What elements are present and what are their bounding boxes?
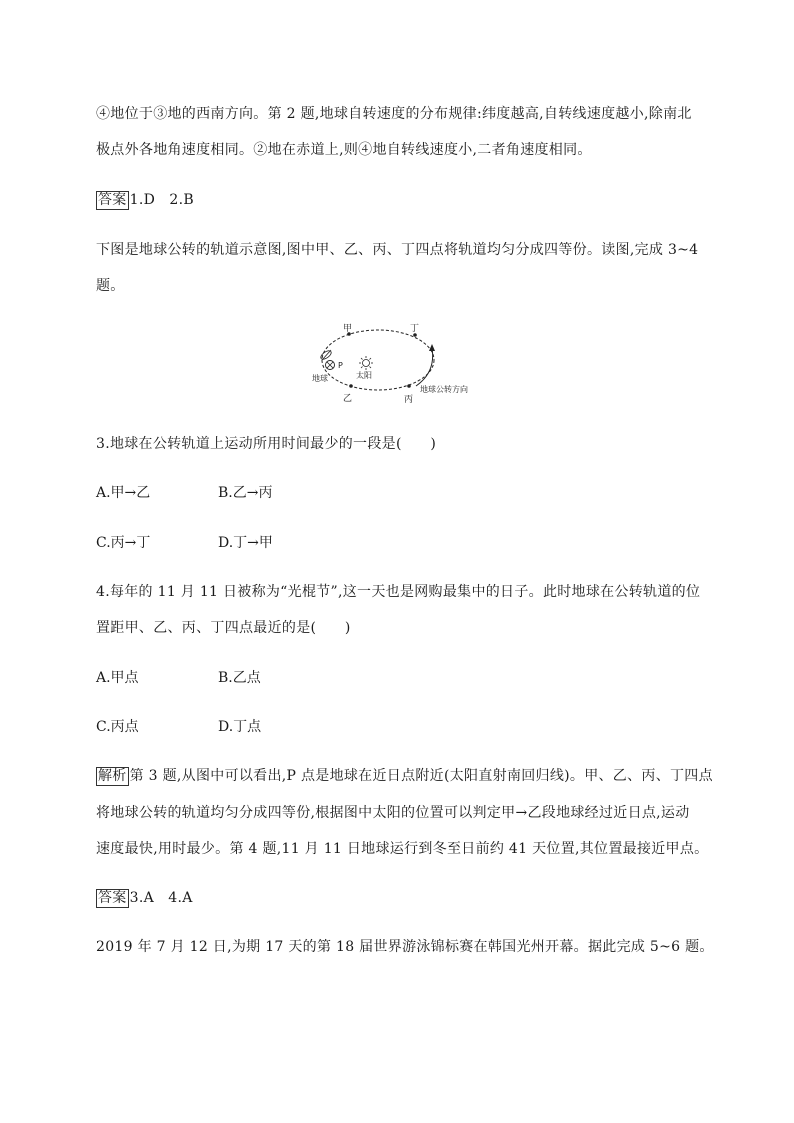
earth-icon xyxy=(319,349,334,369)
label-sun: 太阳 xyxy=(356,371,372,380)
sun-icon xyxy=(359,356,373,370)
analysis-tag: 解析 xyxy=(98,768,127,784)
answer-tag: 答案 xyxy=(98,192,127,208)
q4-option-d: D.丁点 xyxy=(218,719,262,735)
analysis-text-1: 第 3 题,从图中可以看出,P 点是地球在近日点附近(太阳直射南回归线)。甲、乙、丙、丁四点 xyxy=(129,768,713,784)
analysis-line3: 速度最快,用时最少。第 4 题,11 月 11 日地球运行到冬至日前约 41 天位置,其位置最接近甲点。 xyxy=(96,841,709,857)
answer-tag: 答案 xyxy=(98,890,127,906)
point-yi xyxy=(349,384,353,388)
para1-line2: 极点外各地角速度相同。②地在赤道上,则④地自转线速度小,二者角速度相同。 xyxy=(96,142,592,158)
answer-3-4 xyxy=(96,888,193,908)
label-jia: 甲 xyxy=(343,324,353,334)
analysis-line1 xyxy=(96,766,713,786)
intro-line1: 下图是地球公转的轨道示意图,图中甲、乙、丙、丁四点将轨道均匀分成四等份。读图,完成 3~4 xyxy=(96,242,699,258)
answer-text: 3.A 4.A xyxy=(129,890,193,906)
q4-line2: 置距甲、乙、丙、丁四点最近的是( ) xyxy=(96,620,351,636)
label-earth: 地球 xyxy=(312,374,328,383)
q4-option-a: A.甲点 xyxy=(96,670,139,686)
label-p: P xyxy=(338,361,343,370)
arrow-head xyxy=(429,344,435,351)
q3-option-b: B.乙→丙 xyxy=(218,485,273,501)
q3-option-d: D.丁→甲 xyxy=(218,535,273,551)
label-yi: 乙 xyxy=(343,394,353,404)
para1-line1: ④地位于③地的西南方向。第 2 题,地球自转速度的分布规律:纬度越高,自转线速度越小,除南北 xyxy=(96,106,692,122)
q3-option-a: A.甲→乙 xyxy=(96,485,151,501)
q4-option-b: B.乙点 xyxy=(218,670,261,686)
last-line: 2019 年 7 月 12 日,为期 17 天的第 18 届世界游泳锦标赛在韩国光州开幕。据此完成 5~6 题。 xyxy=(96,939,714,955)
label-direction: 地球公转方向 xyxy=(420,385,468,394)
label-ding: 丁 xyxy=(410,324,420,334)
label-bing: 丙 xyxy=(404,395,414,405)
q3-stem: 3.地球在公转轨道上运动所用时间最少的一段是( ) xyxy=(96,436,437,452)
answer-text: 1.D 2.B xyxy=(129,192,194,208)
q4-option-c: C.丙点 xyxy=(96,719,139,735)
point-bing xyxy=(407,384,411,388)
intro-line2: 题。 xyxy=(96,278,125,294)
q4-line1: 4.每年的 11 月 11 日被称为“光棍节”,这一天也是网购最集中的日子。此时地球在公转轨道的位 xyxy=(96,584,701,600)
orbit-ellipse xyxy=(322,330,434,390)
answer-1-2 xyxy=(96,190,194,210)
q3-option-c: C.丙→丁 xyxy=(96,535,151,551)
analysis-line2: 将地球公转的轨道均匀分成四等份,根据图中太阳的位置可以判定甲→乙段地球经过近日点,运动 xyxy=(96,805,690,821)
orbit-diagram xyxy=(300,318,500,408)
